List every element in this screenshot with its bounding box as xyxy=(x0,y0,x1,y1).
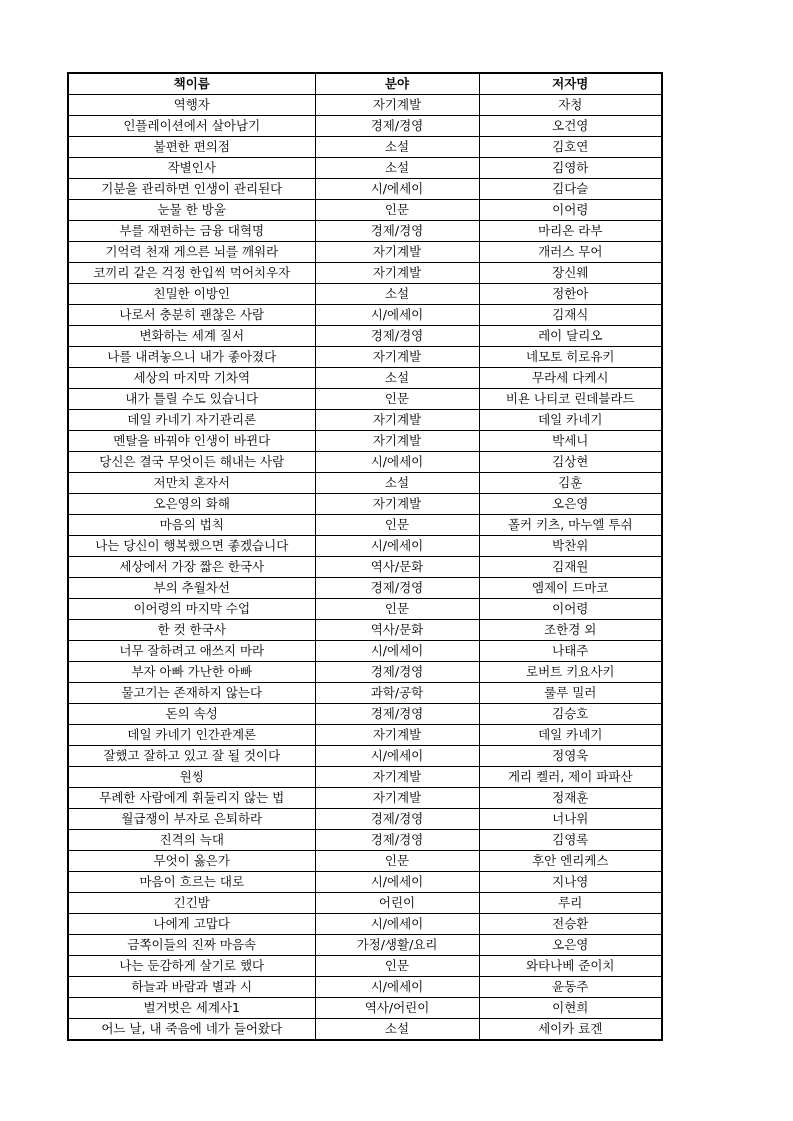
book-author-cell: 이어령 xyxy=(479,599,662,620)
table-row xyxy=(68,830,662,851)
header-genre: 분야 xyxy=(315,73,479,95)
table-row xyxy=(68,431,662,452)
book-author-cell: 김상현 xyxy=(479,452,662,473)
book-genre-cell: 소설 xyxy=(315,473,479,494)
book-author-cell: 정영욱 xyxy=(479,746,662,767)
book-author-cell: 정재훈 xyxy=(479,788,662,809)
book-genre-cell: 시/에세이 xyxy=(315,536,479,557)
table-row xyxy=(68,851,662,872)
book-title-cell: 친밀한 이방인 xyxy=(68,284,315,305)
book-author-cell: 폴커 키츠, 마누엘 투쉬 xyxy=(479,515,662,536)
table-row xyxy=(68,914,662,935)
table-row xyxy=(68,368,662,389)
book-title-cell: 멘탈을 바꿔야 인생이 바뀐다 xyxy=(68,431,315,452)
book-author-cell: 레이 달리오 xyxy=(479,326,662,347)
book-author-cell: 김재식 xyxy=(479,305,662,326)
table-row xyxy=(68,95,662,116)
book-title-cell: 나는 둔감하게 살기로 했다 xyxy=(68,956,315,977)
book-author-cell: 비욘 나티코 린데블라드 xyxy=(479,389,662,410)
table-row xyxy=(68,389,662,410)
book-author-cell: 오은영 xyxy=(479,494,662,515)
book-author-cell: 윤동주 xyxy=(479,977,662,998)
table-row xyxy=(68,998,662,1019)
book-genre-cell: 경제/경영 xyxy=(315,662,479,683)
book-genre-cell: 인문 xyxy=(315,200,479,221)
book-genre-cell: 경제/경영 xyxy=(315,830,479,851)
table-row xyxy=(68,767,662,788)
book-genre-cell: 인문 xyxy=(315,599,479,620)
table-row xyxy=(68,536,662,557)
book-author-cell: 데일 카네기 xyxy=(479,410,662,431)
book-genre-cell: 시/에세이 xyxy=(315,452,479,473)
book-title-cell: 한 컷 한국사 xyxy=(68,620,315,641)
book-author-cell: 박세니 xyxy=(479,431,662,452)
table-row xyxy=(68,284,662,305)
book-genre-cell: 자기계발 xyxy=(315,725,479,746)
book-title-cell: 작별인사 xyxy=(68,158,315,179)
book-title-cell: 금쪽이들의 진짜 마음속 xyxy=(68,935,315,956)
table-row xyxy=(68,158,662,179)
book-title-cell: 저만치 혼자서 xyxy=(68,473,315,494)
book-author-cell: 이현희 xyxy=(479,998,662,1019)
table-row xyxy=(68,620,662,641)
book-genre-cell: 시/에세이 xyxy=(315,641,479,662)
table-row xyxy=(68,725,662,746)
table-row xyxy=(68,410,662,431)
book-title-cell: 인플레이션에서 살아남기 xyxy=(68,116,315,137)
book-title-cell: 불편한 편의점 xyxy=(68,137,315,158)
book-genre-cell: 시/에세이 xyxy=(315,179,479,200)
book-author-cell: 장신웨 xyxy=(479,263,662,284)
table-row xyxy=(68,452,662,473)
table-row xyxy=(68,137,662,158)
book-title-cell: 진격의 늑대 xyxy=(68,830,315,851)
book-author-cell: 로버트 키요사키 xyxy=(479,662,662,683)
table-row xyxy=(68,557,662,578)
book-author-cell: 김승호 xyxy=(479,704,662,725)
book-author-cell: 이어령 xyxy=(479,200,662,221)
table-row xyxy=(68,977,662,998)
book-author-cell: 세이카 료겐 xyxy=(479,1019,662,1041)
book-title-cell: 너무 잘하려고 애쓰지 마라 xyxy=(68,641,315,662)
book-title-cell: 역행자 xyxy=(68,95,315,116)
table-row xyxy=(68,263,662,284)
table-row xyxy=(68,242,662,263)
book-genre-cell: 경제/경영 xyxy=(315,326,479,347)
book-title-cell: 코끼리 같은 걱정 한입씩 먹어치우자 xyxy=(68,263,315,284)
book-author-cell: 룰루 밀러 xyxy=(479,683,662,704)
book-genre-cell: 과학/공학 xyxy=(315,683,479,704)
book-title-cell: 벌거벗은 세계사1 xyxy=(68,998,315,1019)
book-author-cell: 루리 xyxy=(479,893,662,914)
book-genre-cell: 인문 xyxy=(315,389,479,410)
book-genre-cell: 자기계발 xyxy=(315,347,479,368)
table-row xyxy=(68,200,662,221)
book-title-cell: 부자 아빠 가난한 아빠 xyxy=(68,662,315,683)
table-row xyxy=(68,746,662,767)
book-author-cell: 정한아 xyxy=(479,284,662,305)
table-row xyxy=(68,179,662,200)
book-genre-cell: 인문 xyxy=(315,851,479,872)
book-author-cell: 오은영 xyxy=(479,935,662,956)
book-genre-cell: 역사/문화 xyxy=(315,620,479,641)
book-author-cell: 데일 카네기 xyxy=(479,725,662,746)
table-row xyxy=(68,221,662,242)
book-author-cell: 게리 켈러, 제이 파파산 xyxy=(479,767,662,788)
book-genre-cell: 경제/경영 xyxy=(315,221,479,242)
book-author-cell: 엠제이 드마코 xyxy=(479,578,662,599)
book-genre-cell: 시/에세이 xyxy=(315,746,479,767)
table-row xyxy=(68,599,662,620)
table-row xyxy=(68,578,662,599)
table-row xyxy=(68,116,662,137)
book-author-cell: 후안 엔리케스 xyxy=(479,851,662,872)
book-title-cell: 원씽 xyxy=(68,767,315,788)
book-genre-cell: 시/에세이 xyxy=(315,914,479,935)
book-genre-cell: 소설 xyxy=(315,137,479,158)
book-title-cell: 당신은 결국 무엇이든 해내는 사람 xyxy=(68,452,315,473)
book-genre-cell: 자기계발 xyxy=(315,767,479,788)
book-title-cell: 어느 날, 내 죽음에 네가 들어왔다 xyxy=(68,1019,315,1041)
book-author-cell: 와타나베 준이치 xyxy=(479,956,662,977)
book-title-cell: 나는 당신이 행복했으면 좋겠습니다 xyxy=(68,536,315,557)
book-genre-cell: 소설 xyxy=(315,368,479,389)
book-author-cell: 전승환 xyxy=(479,914,662,935)
book-title-cell: 긴긴밤 xyxy=(68,893,315,914)
table-row xyxy=(68,305,662,326)
book-genre-cell: 자기계발 xyxy=(315,263,479,284)
table-row xyxy=(68,1019,662,1041)
table-row xyxy=(68,788,662,809)
book-title-cell: 돈의 속성 xyxy=(68,704,315,725)
header-author: 저자명 xyxy=(479,73,662,95)
book-author-cell: 지나영 xyxy=(479,872,662,893)
book-author-cell: 김훈 xyxy=(479,473,662,494)
book-genre-cell: 자기계발 xyxy=(315,494,479,515)
book-genre-cell: 자기계발 xyxy=(315,788,479,809)
book-title-cell: 나를 내려놓으니 내가 좋아졌다 xyxy=(68,347,315,368)
book-genre-cell: 역사/어린이 xyxy=(315,998,479,1019)
book-title-cell: 데일 카네기 자기관리론 xyxy=(68,410,315,431)
book-table xyxy=(67,72,663,1041)
book-genre-cell: 인문 xyxy=(315,515,479,536)
table-row xyxy=(68,683,662,704)
book-author-cell: 오건영 xyxy=(479,116,662,137)
book-genre-cell: 시/에세이 xyxy=(315,872,479,893)
book-title-cell: 오은영의 화해 xyxy=(68,494,315,515)
book-title-cell: 부의 추월차선 xyxy=(68,578,315,599)
book-title-cell: 무엇이 옳은가 xyxy=(68,851,315,872)
table-header-row xyxy=(68,73,662,95)
table-row xyxy=(68,494,662,515)
table-row xyxy=(68,515,662,536)
book-title-cell: 물고기는 존재하지 않는다 xyxy=(68,683,315,704)
book-genre-cell: 경제/경영 xyxy=(315,809,479,830)
table-row xyxy=(68,347,662,368)
book-author-cell: 김다슬 xyxy=(479,179,662,200)
book-author-cell: 무라세 다케시 xyxy=(479,368,662,389)
book-title-cell: 이어령의 마지막 수업 xyxy=(68,599,315,620)
book-author-cell: 박찬위 xyxy=(479,536,662,557)
book-author-cell: 나태주 xyxy=(479,641,662,662)
table-row xyxy=(68,473,662,494)
book-author-cell: 김호연 xyxy=(479,137,662,158)
book-genre-cell: 어린이 xyxy=(315,893,479,914)
table-row xyxy=(68,872,662,893)
book-genre-cell: 자기계발 xyxy=(315,242,479,263)
book-genre-cell: 경제/경영 xyxy=(315,116,479,137)
book-title-cell: 하늘과 바람과 별과 시 xyxy=(68,977,315,998)
book-author-cell: 네모토 히로유키 xyxy=(479,347,662,368)
book-author-cell: 김재원 xyxy=(479,557,662,578)
book-title-cell: 눈물 한 방울 xyxy=(68,200,315,221)
book-title-cell: 데일 카네기 인간관계론 xyxy=(68,725,315,746)
book-author-cell: 김영하 xyxy=(479,158,662,179)
table-row xyxy=(68,641,662,662)
book-title-cell: 월급쟁이 부자로 은퇴하라 xyxy=(68,809,315,830)
table-row xyxy=(68,893,662,914)
book-title-cell: 부를 재편하는 금융 대혁명 xyxy=(68,221,315,242)
book-title-cell: 무례한 사람에게 휘둘리지 않는 법 xyxy=(68,788,315,809)
book-genre-cell: 가정/생활/요리 xyxy=(315,935,479,956)
book-author-cell: 자청 xyxy=(479,95,662,116)
book-genre-cell: 경제/경영 xyxy=(315,578,479,599)
book-genre-cell: 시/에세이 xyxy=(315,305,479,326)
book-author-cell: 김영록 xyxy=(479,830,662,851)
table-row xyxy=(68,704,662,725)
book-genre-cell: 자기계발 xyxy=(315,95,479,116)
table-row xyxy=(68,326,662,347)
book-title-cell: 기억력 천재 게으른 뇌를 깨워라 xyxy=(68,242,315,263)
table-body xyxy=(68,95,662,1041)
book-author-cell: 개러스 무어 xyxy=(479,242,662,263)
book-title-cell: 내가 틀릴 수도 있습니다 xyxy=(68,389,315,410)
book-title-cell: 마음의 법칙 xyxy=(68,515,315,536)
book-genre-cell: 소설 xyxy=(315,158,479,179)
book-title-cell: 나로서 충분히 괜찮은 사람 xyxy=(68,305,315,326)
book-author-cell: 마리온 라부 xyxy=(479,221,662,242)
book-genre-cell: 시/에세이 xyxy=(315,977,479,998)
book-genre-cell: 경제/경영 xyxy=(315,704,479,725)
book-title-cell: 세상의 마지막 기차역 xyxy=(68,368,315,389)
book-genre-cell: 소설 xyxy=(315,284,479,305)
book-title-cell: 잘했고 잘하고 있고 잘 될 것이다 xyxy=(68,746,315,767)
book-title-cell: 기분을 관리하면 인생이 관리된다 xyxy=(68,179,315,200)
book-title-cell: 나에게 고맙다 xyxy=(68,914,315,935)
table-row xyxy=(68,935,662,956)
table-row xyxy=(68,809,662,830)
book-genre-cell: 인문 xyxy=(315,956,479,977)
book-title-cell: 변화하는 세계 질서 xyxy=(68,326,315,347)
table-row xyxy=(68,956,662,977)
book-title-cell: 세상에서 가장 짧은 한국사 xyxy=(68,557,315,578)
book-genre-cell: 역사/문화 xyxy=(315,557,479,578)
book-genre-cell: 자기계발 xyxy=(315,431,479,452)
book-author-cell: 조한경 외 xyxy=(479,620,662,641)
header-title: 책이름 xyxy=(68,73,315,95)
book-genre-cell: 자기계발 xyxy=(315,410,479,431)
book-title-cell: 마음이 흐르는 대로 xyxy=(68,872,315,893)
table-row xyxy=(68,662,662,683)
book-genre-cell: 소설 xyxy=(315,1019,479,1041)
book-author-cell: 너나위 xyxy=(479,809,662,830)
